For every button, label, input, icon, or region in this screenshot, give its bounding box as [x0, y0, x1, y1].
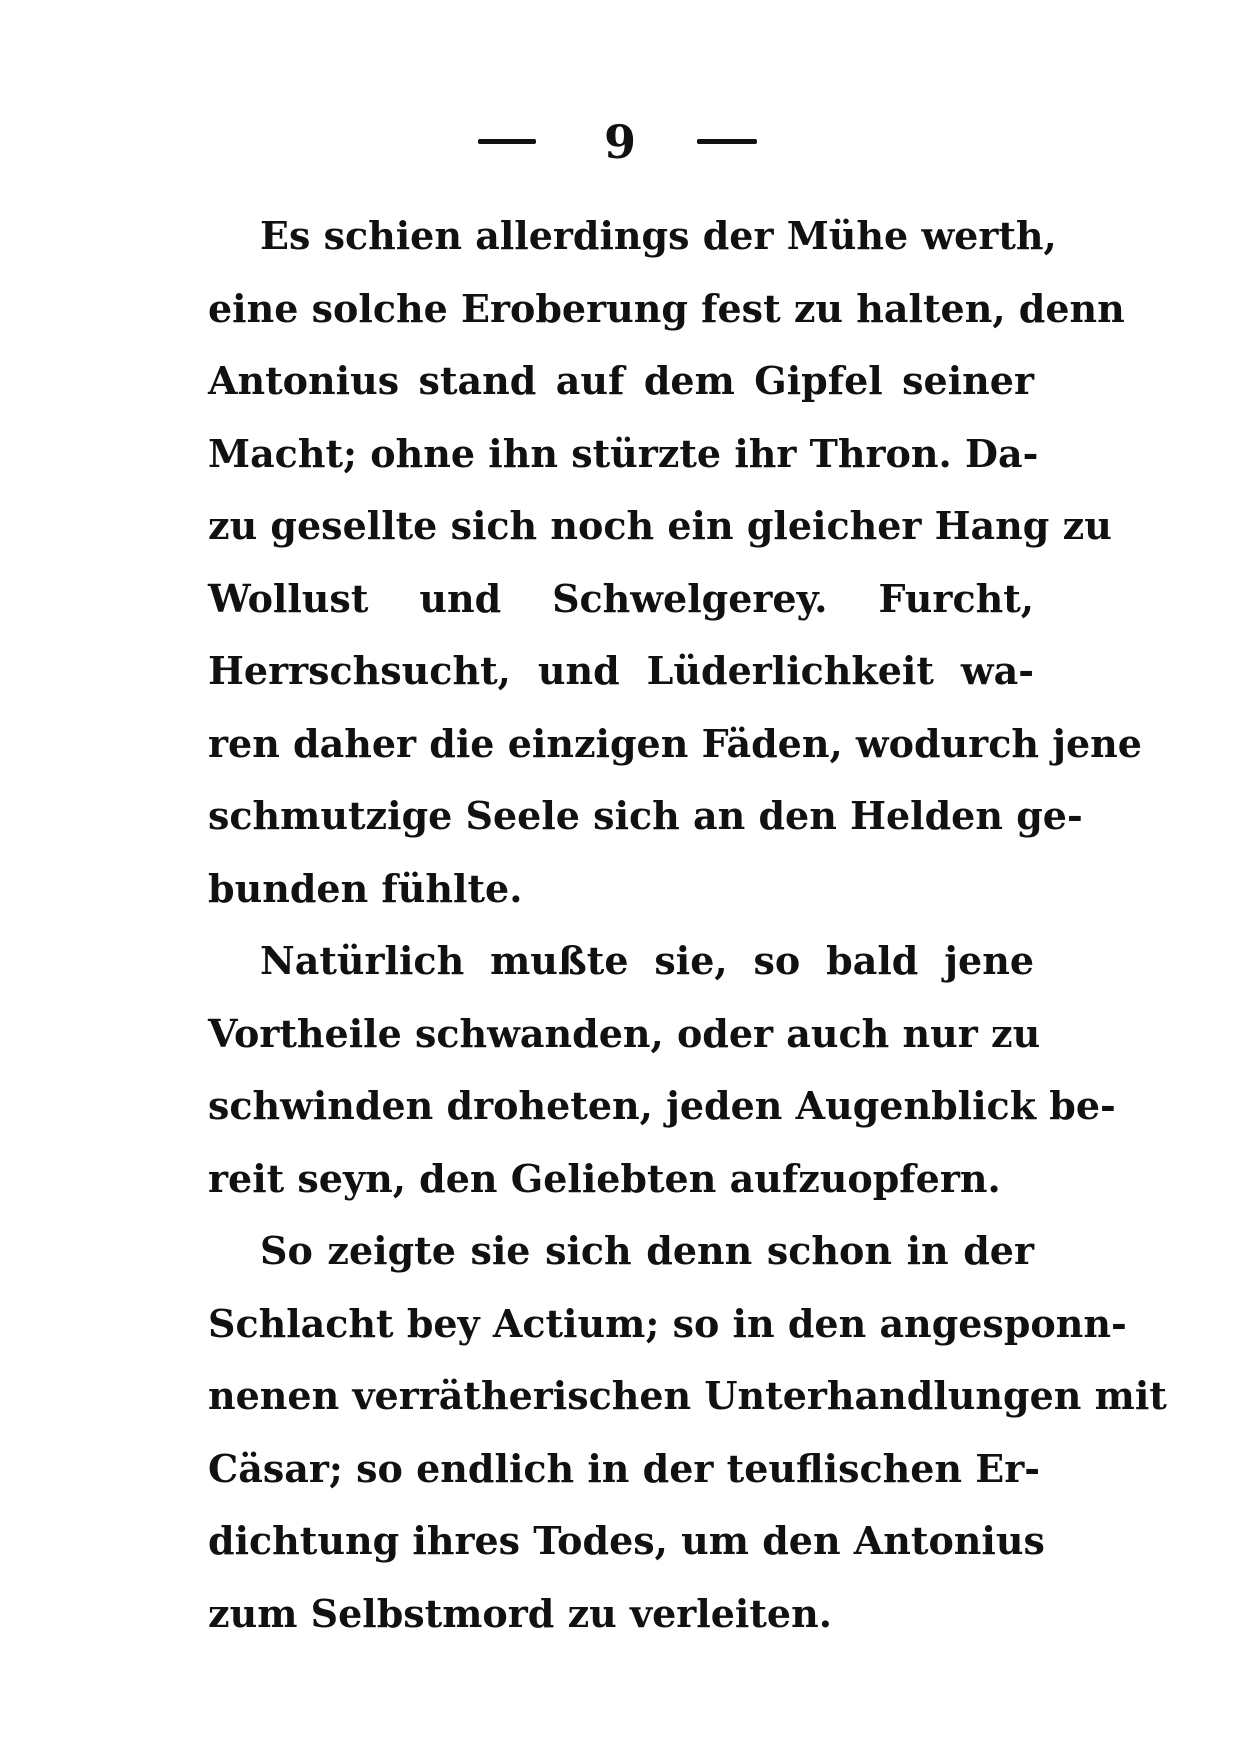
text-line: schmutzige Seele sich an den Helden ge- — [208, 793, 1083, 838]
text-line: Herrschsucht, und Lüderlichkeit wa- — [208, 648, 1034, 693]
left-dash — [478, 139, 536, 144]
page-number: 9 — [603, 115, 636, 169]
text-line: So zeigte sie sich denn schon in der — [260, 1228, 1034, 1273]
text-line: Cäsar; so endlich in der teuflischen Er- — [208, 1445, 1041, 1491]
page-header — [0, 112, 1241, 172]
text-line: ren daher die einzigen Fäden, wodurch jene — [208, 720, 1142, 766]
text-line: bunden fühlte. — [208, 865, 523, 911]
text-line: Wollust und Schwelgerey. Furcht, — [208, 575, 1034, 621]
paragraph-3 — [208, 1215, 1167, 1650]
body-text — [208, 200, 1167, 1650]
text-line: eine solche Eroberung fest zu halten, denn — [208, 285, 1125, 331]
text-line: Natürlich mußte sie, so bald jene — [260, 938, 1034, 983]
text-line: dichtung ihres Todes, um den Antonius — [208, 1518, 1045, 1563]
text-line: Antonius stand auf dem Gipfel seiner — [208, 358, 1034, 403]
text-line: Macht; ohne ihn stürzte ihr Thron. Da- — [208, 430, 1039, 476]
text-line: zu gesellte sich noch ein gleicher Hang zu — [208, 503, 1112, 548]
text-line: zum Selbstmord zu verleiten. — [208, 1590, 832, 1636]
text-line: Es schien allerdings der Mühe werth, — [260, 213, 1057, 258]
paragraph-2 — [208, 925, 1116, 1215]
text-line: Vortheile schwanden, oder auch nur zu — [208, 1010, 1041, 1056]
text-line: Schlacht bey Actium; so in den angesponn- — [208, 1300, 1127, 1346]
text-line: schwinden droheten, jeden Augenblick be- — [208, 1083, 1116, 1128]
text-line: nenen verrätherischen Unterhandlungen mit — [208, 1373, 1167, 1418]
paragraph-1 — [208, 200, 1142, 925]
text-line: reit seyn, den Geliebten aufzuopfern. — [208, 1155, 1001, 1201]
right-dash — [697, 139, 757, 144]
